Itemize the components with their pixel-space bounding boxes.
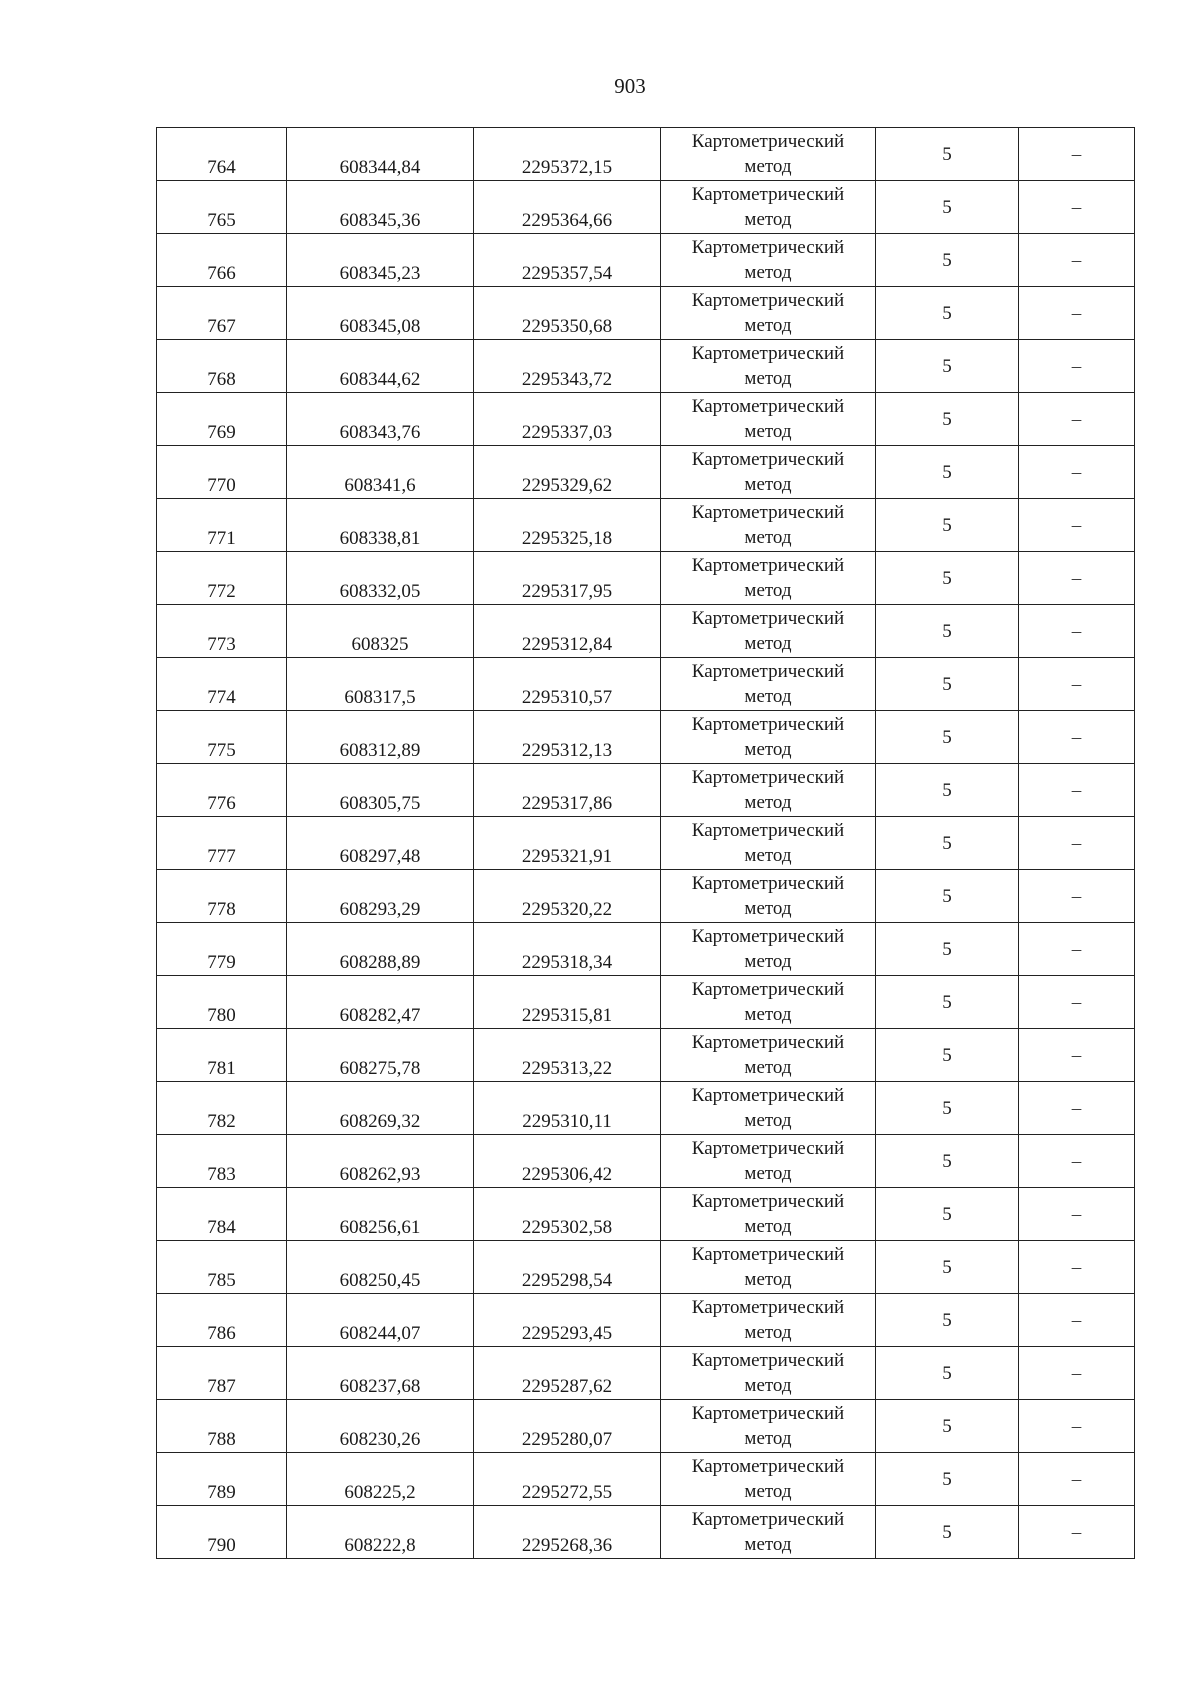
- description-cell: –: [1019, 181, 1135, 234]
- x-coordinate-cell: 608288,89: [287, 923, 474, 976]
- table-row: [157, 1082, 1135, 1135]
- x-coordinate-cell: 608297,48: [287, 817, 474, 870]
- accuracy-cell: 5: [876, 1453, 1019, 1506]
- method-cell: [661, 870, 876, 923]
- x-coordinate-cell: 608345,08: [287, 287, 474, 340]
- table-row: [157, 234, 1135, 287]
- description-cell: –: [1019, 605, 1135, 658]
- description-cell: –: [1019, 340, 1135, 393]
- description-cell: –: [1019, 287, 1135, 340]
- accuracy-cell: 5: [876, 1082, 1019, 1135]
- y-coordinate-cell: 2295315,81: [474, 976, 661, 1029]
- y-coordinate-cell: 2295357,54: [474, 234, 661, 287]
- method-line-2: метод: [744, 474, 792, 495]
- method-line-2: метод: [744, 1004, 792, 1025]
- method-line-2: метод: [744, 792, 792, 813]
- point-number-cell: 785: [157, 1241, 287, 1294]
- x-coordinate-cell: 608222,8: [287, 1506, 474, 1559]
- y-coordinate-cell: 2295325,18: [474, 499, 661, 552]
- method-cell: [661, 287, 876, 340]
- point-number-cell: 774: [157, 658, 287, 711]
- method-line-2: метод: [744, 1269, 792, 1290]
- accuracy-cell: 5: [876, 1294, 1019, 1347]
- table-row: [157, 287, 1135, 340]
- point-number-cell: 781: [157, 1029, 287, 1082]
- method-line-2: метод: [744, 633, 792, 654]
- x-coordinate-cell: 608325: [287, 605, 474, 658]
- point-number-cell: 765: [157, 181, 287, 234]
- accuracy-cell: 5: [876, 764, 1019, 817]
- x-coordinate-cell: 608244,07: [287, 1294, 474, 1347]
- description-cell: –: [1019, 658, 1135, 711]
- method-line-1: Картометрический: [691, 1085, 845, 1106]
- x-coordinate-cell: 608237,68: [287, 1347, 474, 1400]
- accuracy-cell: 5: [876, 234, 1019, 287]
- method-line-1: Картометрический: [691, 1191, 845, 1212]
- point-number-cell: 786: [157, 1294, 287, 1347]
- description-cell: –: [1019, 711, 1135, 764]
- table-row: [157, 1506, 1135, 1559]
- method-line-2: метод: [744, 262, 792, 283]
- point-number-cell: 790: [157, 1506, 287, 1559]
- point-number-cell: 769: [157, 393, 287, 446]
- description-cell: –: [1019, 1082, 1135, 1135]
- method-line-1: Картометрический: [691, 131, 845, 152]
- method-line-2: метод: [744, 1163, 792, 1184]
- method-line-1: Картометрический: [691, 1138, 845, 1159]
- method-line-2: метод: [744, 1428, 792, 1449]
- table-row: [157, 1188, 1135, 1241]
- method-line-1: Картометрический: [691, 1244, 845, 1265]
- description-cell: –: [1019, 1294, 1135, 1347]
- y-coordinate-cell: 2295306,42: [474, 1135, 661, 1188]
- method-line-1: Картометрический: [691, 1350, 845, 1371]
- y-coordinate-cell: 2295318,34: [474, 923, 661, 976]
- x-coordinate-cell: 608338,81: [287, 499, 474, 552]
- accuracy-cell: 5: [876, 1188, 1019, 1241]
- table-row: [157, 923, 1135, 976]
- method-line-2: метод: [744, 315, 792, 336]
- x-coordinate-cell: 608275,78: [287, 1029, 474, 1082]
- method-line-2: метод: [744, 209, 792, 230]
- x-coordinate-cell: 608344,62: [287, 340, 474, 393]
- method-cell: [661, 1241, 876, 1294]
- table-row: [157, 1294, 1135, 1347]
- point-number-cell: 770: [157, 446, 287, 499]
- description-cell: –: [1019, 923, 1135, 976]
- point-number-cell: 772: [157, 552, 287, 605]
- accuracy-cell: 5: [876, 1506, 1019, 1559]
- x-coordinate-cell: 608256,61: [287, 1188, 474, 1241]
- page-number: 903: [614, 74, 646, 98]
- method-cell: [661, 1188, 876, 1241]
- y-coordinate-cell: 2295337,03: [474, 393, 661, 446]
- table-row: [157, 764, 1135, 817]
- y-coordinate-cell: 2295329,62: [474, 446, 661, 499]
- y-coordinate-cell: 2295293,45: [474, 1294, 661, 1347]
- x-coordinate-cell: 608345,23: [287, 234, 474, 287]
- x-coordinate-cell: 608343,76: [287, 393, 474, 446]
- y-coordinate-cell: 2295317,86: [474, 764, 661, 817]
- method-cell: [661, 393, 876, 446]
- method-line-2: метод: [744, 845, 792, 866]
- method-line-1: Картометрический: [691, 767, 845, 788]
- method-line-2: метод: [744, 1481, 792, 1502]
- table-row: [157, 181, 1135, 234]
- method-line-2: метод: [744, 156, 792, 177]
- accuracy-cell: 5: [876, 870, 1019, 923]
- accuracy-cell: 5: [876, 976, 1019, 1029]
- method-line-2: метод: [744, 421, 792, 442]
- x-coordinate-cell: 608305,75: [287, 764, 474, 817]
- method-cell: [661, 817, 876, 870]
- method-line-1: Картометрический: [691, 449, 845, 470]
- table-row: [157, 1029, 1135, 1082]
- accuracy-cell: 5: [876, 393, 1019, 446]
- x-coordinate-cell: 608345,36: [287, 181, 474, 234]
- method-line-1: Картометрический: [691, 714, 845, 735]
- method-cell: [661, 605, 876, 658]
- method-line-2: метод: [744, 1057, 792, 1078]
- accuracy-cell: 5: [876, 446, 1019, 499]
- y-coordinate-cell: 2295321,91: [474, 817, 661, 870]
- x-coordinate-cell: 608262,93: [287, 1135, 474, 1188]
- point-number-cell: 787: [157, 1347, 287, 1400]
- table-row: [157, 499, 1135, 552]
- x-coordinate-cell: 608269,32: [287, 1082, 474, 1135]
- method-line-1: Картометрический: [691, 1403, 845, 1424]
- method-cell: [661, 711, 876, 764]
- description-cell: –: [1019, 393, 1135, 446]
- method-line-1: Картометрический: [691, 1297, 845, 1318]
- y-coordinate-cell: 2295298,54: [474, 1241, 661, 1294]
- coordinates-table: [156, 127, 1135, 1559]
- point-number-cell: 789: [157, 1453, 287, 1506]
- accuracy-cell: 5: [876, 817, 1019, 870]
- method-line-2: метод: [744, 739, 792, 760]
- method-cell: [661, 1347, 876, 1400]
- method-line-1: Картометрический: [691, 661, 845, 682]
- y-coordinate-cell: 2295280,07: [474, 1400, 661, 1453]
- point-number-cell: 780: [157, 976, 287, 1029]
- method-line-1: Картометрический: [691, 979, 845, 1000]
- method-cell: [661, 923, 876, 976]
- description-cell: –: [1019, 234, 1135, 287]
- description-cell: –: [1019, 128, 1135, 181]
- y-coordinate-cell: 2295372,15: [474, 128, 661, 181]
- accuracy-cell: 5: [876, 923, 1019, 976]
- description-cell: –: [1019, 499, 1135, 552]
- table-row: [157, 340, 1135, 393]
- method-cell: [661, 1294, 876, 1347]
- method-line-2: метод: [744, 527, 792, 548]
- y-coordinate-cell: 2295268,36: [474, 1506, 661, 1559]
- y-coordinate-cell: 2295310,57: [474, 658, 661, 711]
- point-number-cell: 782: [157, 1082, 287, 1135]
- method-cell: [661, 181, 876, 234]
- y-coordinate-cell: 2295317,95: [474, 552, 661, 605]
- y-coordinate-cell: 2295364,66: [474, 181, 661, 234]
- table-row: [157, 128, 1135, 181]
- description-cell: –: [1019, 1400, 1135, 1453]
- table-row: [157, 1453, 1135, 1506]
- method-cell: [661, 340, 876, 393]
- point-number-cell: 779: [157, 923, 287, 976]
- table-row: [157, 393, 1135, 446]
- method-line-2: метод: [744, 686, 792, 707]
- method-cell: [661, 499, 876, 552]
- description-cell: –: [1019, 870, 1135, 923]
- method-line-1: Картометрический: [691, 1456, 845, 1477]
- x-coordinate-cell: 608312,89: [287, 711, 474, 764]
- point-number-cell: 764: [157, 128, 287, 181]
- method-line-2: метод: [744, 1534, 792, 1555]
- method-line-1: Картометрический: [691, 396, 845, 417]
- table-row: [157, 976, 1135, 1029]
- method-line-1: Картометрический: [691, 1509, 845, 1530]
- accuracy-cell: 5: [876, 658, 1019, 711]
- method-line-1: Картометрический: [691, 237, 845, 258]
- y-coordinate-cell: 2295320,22: [474, 870, 661, 923]
- description-cell: –: [1019, 446, 1135, 499]
- method-cell: [661, 1029, 876, 1082]
- method-cell: [661, 552, 876, 605]
- description-cell: –: [1019, 764, 1135, 817]
- method-line-2: метод: [744, 1322, 792, 1343]
- x-coordinate-cell: 608344,84: [287, 128, 474, 181]
- method-line-1: Картометрический: [691, 290, 845, 311]
- table-row: [157, 1400, 1135, 1453]
- description-cell: –: [1019, 976, 1135, 1029]
- method-cell: [661, 1082, 876, 1135]
- method-cell: [661, 1400, 876, 1453]
- y-coordinate-cell: 2295272,55: [474, 1453, 661, 1506]
- accuracy-cell: 5: [876, 605, 1019, 658]
- method-cell: [661, 1135, 876, 1188]
- y-coordinate-cell: 2295313,22: [474, 1029, 661, 1082]
- x-coordinate-cell: 608250,45: [287, 1241, 474, 1294]
- x-coordinate-cell: 608341,6: [287, 446, 474, 499]
- method-line-1: Картометрический: [691, 608, 845, 629]
- table-row: [157, 817, 1135, 870]
- method-cell: [661, 976, 876, 1029]
- table-row: [157, 1241, 1135, 1294]
- accuracy-cell: 5: [876, 1400, 1019, 1453]
- method-line-2: метод: [744, 1375, 792, 1396]
- description-cell: –: [1019, 817, 1135, 870]
- y-coordinate-cell: 2295350,68: [474, 287, 661, 340]
- method-cell: [661, 128, 876, 181]
- point-number-cell: 778: [157, 870, 287, 923]
- accuracy-cell: 5: [876, 181, 1019, 234]
- method-line-1: Картометрический: [691, 343, 845, 364]
- method-cell: [661, 446, 876, 499]
- y-coordinate-cell: 2295312,13: [474, 711, 661, 764]
- point-number-cell: 788: [157, 1400, 287, 1453]
- method-cell: [661, 658, 876, 711]
- point-number-cell: 783: [157, 1135, 287, 1188]
- description-cell: –: [1019, 1188, 1135, 1241]
- point-number-cell: 784: [157, 1188, 287, 1241]
- method-line-2: метод: [744, 368, 792, 389]
- accuracy-cell: 5: [876, 340, 1019, 393]
- description-cell: –: [1019, 1029, 1135, 1082]
- method-line-2: метод: [744, 951, 792, 972]
- table-row: [157, 1347, 1135, 1400]
- method-cell: [661, 764, 876, 817]
- point-number-cell: 773: [157, 605, 287, 658]
- y-coordinate-cell: 2295302,58: [474, 1188, 661, 1241]
- y-coordinate-cell: 2295287,62: [474, 1347, 661, 1400]
- point-number-cell: 771: [157, 499, 287, 552]
- table-row: [157, 1135, 1135, 1188]
- method-line-1: Картометрический: [691, 184, 845, 205]
- method-line-1: Картометрический: [691, 555, 845, 576]
- description-cell: –: [1019, 1135, 1135, 1188]
- accuracy-cell: 5: [876, 128, 1019, 181]
- accuracy-cell: 5: [876, 552, 1019, 605]
- accuracy-cell: 5: [876, 1029, 1019, 1082]
- point-number-cell: 768: [157, 340, 287, 393]
- accuracy-cell: 5: [876, 287, 1019, 340]
- method-line-1: Картометрический: [691, 1032, 845, 1053]
- table-row: [157, 870, 1135, 923]
- table-row: [157, 658, 1135, 711]
- point-number-cell: 776: [157, 764, 287, 817]
- method-line-1: Картометрический: [691, 502, 845, 523]
- coordinates-table-body: [157, 128, 1135, 1559]
- y-coordinate-cell: 2295312,84: [474, 605, 661, 658]
- method-cell: [661, 1453, 876, 1506]
- table-row: [157, 446, 1135, 499]
- accuracy-cell: 5: [876, 1135, 1019, 1188]
- method-line-1: Картометрический: [691, 820, 845, 841]
- description-cell: –: [1019, 1506, 1135, 1559]
- method-line-2: метод: [744, 1216, 792, 1237]
- description-cell: –: [1019, 1453, 1135, 1506]
- method-line-1: Картометрический: [691, 926, 845, 947]
- x-coordinate-cell: 608282,47: [287, 976, 474, 1029]
- accuracy-cell: 5: [876, 499, 1019, 552]
- accuracy-cell: 5: [876, 1241, 1019, 1294]
- point-number-cell: 775: [157, 711, 287, 764]
- method-line-2: метод: [744, 898, 792, 919]
- y-coordinate-cell: 2295310,11: [474, 1082, 661, 1135]
- method-line-2: метод: [744, 580, 792, 601]
- method-cell: [661, 234, 876, 287]
- table-row: [157, 552, 1135, 605]
- x-coordinate-cell: 608230,26: [287, 1400, 474, 1453]
- x-coordinate-cell: 608317,5: [287, 658, 474, 711]
- x-coordinate-cell: 608293,29: [287, 870, 474, 923]
- description-cell: –: [1019, 552, 1135, 605]
- method-line-2: метод: [744, 1110, 792, 1131]
- y-coordinate-cell: 2295343,72: [474, 340, 661, 393]
- method-line-1: Картометрический: [691, 873, 845, 894]
- description-cell: –: [1019, 1347, 1135, 1400]
- point-number-cell: 767: [157, 287, 287, 340]
- table-row: [157, 605, 1135, 658]
- point-number-cell: 777: [157, 817, 287, 870]
- x-coordinate-cell: 608332,05: [287, 552, 474, 605]
- method-cell: [661, 1506, 876, 1559]
- table-row: [157, 711, 1135, 764]
- description-cell: –: [1019, 1241, 1135, 1294]
- x-coordinate-cell: 608225,2: [287, 1453, 474, 1506]
- accuracy-cell: 5: [876, 711, 1019, 764]
- accuracy-cell: 5: [876, 1347, 1019, 1400]
- point-number-cell: 766: [157, 234, 287, 287]
